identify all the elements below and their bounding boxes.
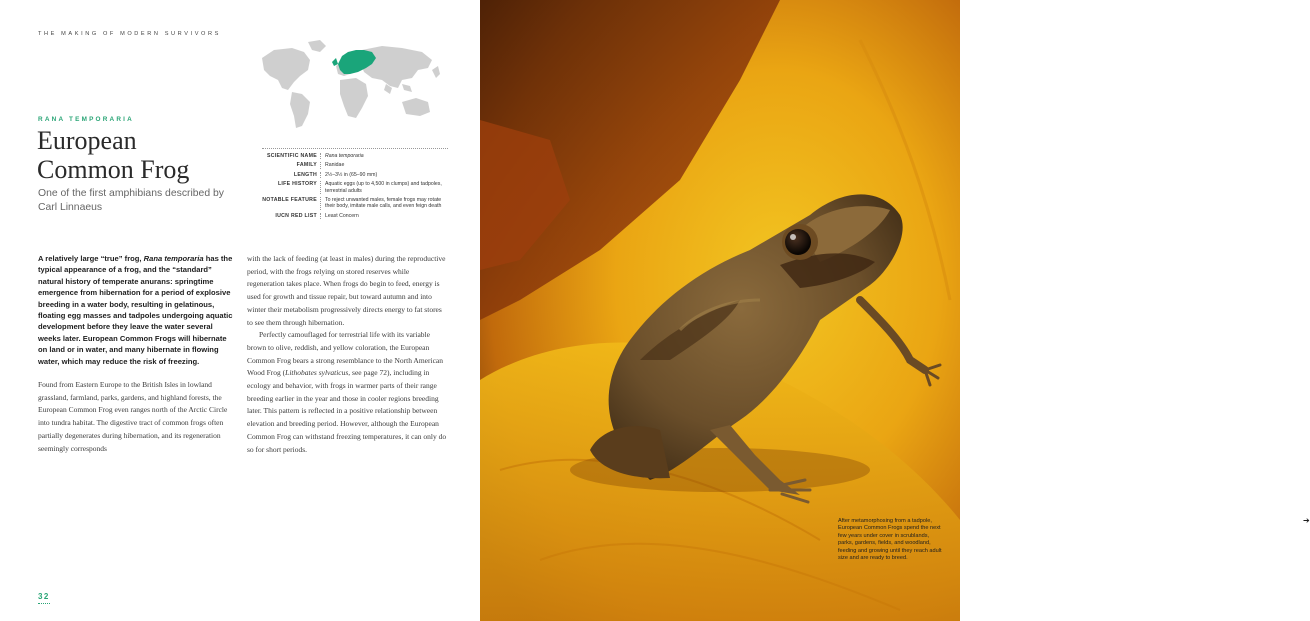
left-page [0,0,480,621]
page-title [37,126,189,184]
fact-value: 2½–3½ in (65–90 mm) [325,171,378,178]
fact-label: IUCN RED LIST [275,212,317,219]
fact-divider [320,172,321,178]
title-line-2: Common Frog [37,155,190,184]
body-species-name: Lithobates sylvaticus [285,368,349,378]
fact-divider [320,181,321,194]
intro-text-2: has the typical appearance of a frog, and the “standard” natural history of temperate anurans: springtime emergence from hibernation for a period of explosive breeding in a water body, resulting in gelatinous, floating egg masses and tadpoles undergoing aquatic development before they leave the water several weeks later. European Common Frogs will hibernate on land or in water, and many hibernate in flowing water, which may reduce the risk of freezing. [38,254,233,366]
body-column-2 [247,253,447,456]
fact-value: Least Concern [325,212,359,219]
fact-label: NOTABLE FEATURE [262,197,317,204]
body-text: , see page 72), including in ecology and behavior, with frogs in warmer parts of their range breeding earlier in the year and those in cooler regions breeding later. This pattern is reflected in a positive relationship between elevation and breeding period. However, although the European Common Frog can withstand freezing temperatures, it can only do so for short periods. [247,368,447,454]
fact-label: LIFE HISTORY [277,181,317,188]
intro-paragraph [38,253,236,367]
arrow-right-icon: ➔ [1303,516,1310,525]
fact-row-scientific-name [262,153,448,159]
fact-label: LENGTH [293,171,317,178]
fact-divider [320,162,321,168]
title-line-1: European [37,126,137,155]
body-paragraph: Found from Eastern Europe to the British Isles in lowland grassland, farmland, parks, gardens, and highland forests, the European Common Frog even ranges north of the Arctic Circle into tundra habitat. The digestive tract of common frogs often partially degenerates during hibernation, and its regeneration seemingly corresponds [38,380,228,453]
fact-row-length [262,172,448,178]
scientific-kicker: RANA TEMPORARIA [38,116,134,123]
species-range-isles [332,58,338,66]
photo-caption: After metamorphosing from a tadpole, European Common Frogs spend the next few years under cover in scrublands, parks, gardens, fields, and woodland, feeding and growing until they reach adult size and are ready to breed. [838,518,942,562]
page-number: 32 [38,592,50,604]
fact-value: Ranidae [325,162,345,169]
fact-row-family [262,162,448,168]
fact-divider [320,197,321,210]
body-paragraph [247,329,447,456]
running-head: THE MAKING OF MODERN SURVIVORS [38,31,221,37]
fact-divider [320,213,321,219]
intro-species-name: Rana temporaria [143,254,204,263]
subtitle: One of the first amphibians described by Carl Linnaeus [38,188,224,213]
fact-row-iucn [262,213,448,219]
fact-row-life-history [262,181,448,194]
fact-row-notable-feature [262,197,448,210]
fact-value: To reject unwanted males, female frogs may rotate their body, imitate male calls, and even feign death [325,197,442,210]
body-paragraph: with the lack of feeding (at least in males) during the reproductive period, with the frogs relying on stored reserves while regeneration takes place. When frogs do begin to feed, energy is used for growth and tissue repair, but toward autumn and into winter their metabolism progressively directs energy to fat stores to see them through hibernation. [247,254,446,327]
intro-text-1: A relatively large “true” frog, [38,254,144,263]
range-map [252,36,444,132]
fact-value: Rana temporaria [325,153,364,159]
fact-label: SCIENTIFIC NAME [266,153,317,159]
body-column-1 [38,379,238,455]
fact-table [262,148,448,222]
fact-value: Aquatic eggs (up to 4,500 in clumps) and tadpoles, terrestrial adults [325,181,442,194]
fact-label: FAMILY [296,162,317,169]
body-text: Perfectly camouflaged for terrestrial life with its variable brown to olive, reddish, and yellow coloration, the European Common Frog bears a strong resemblance to the North American Wood Frog ( [247,330,443,378]
fact-divider [320,153,321,159]
